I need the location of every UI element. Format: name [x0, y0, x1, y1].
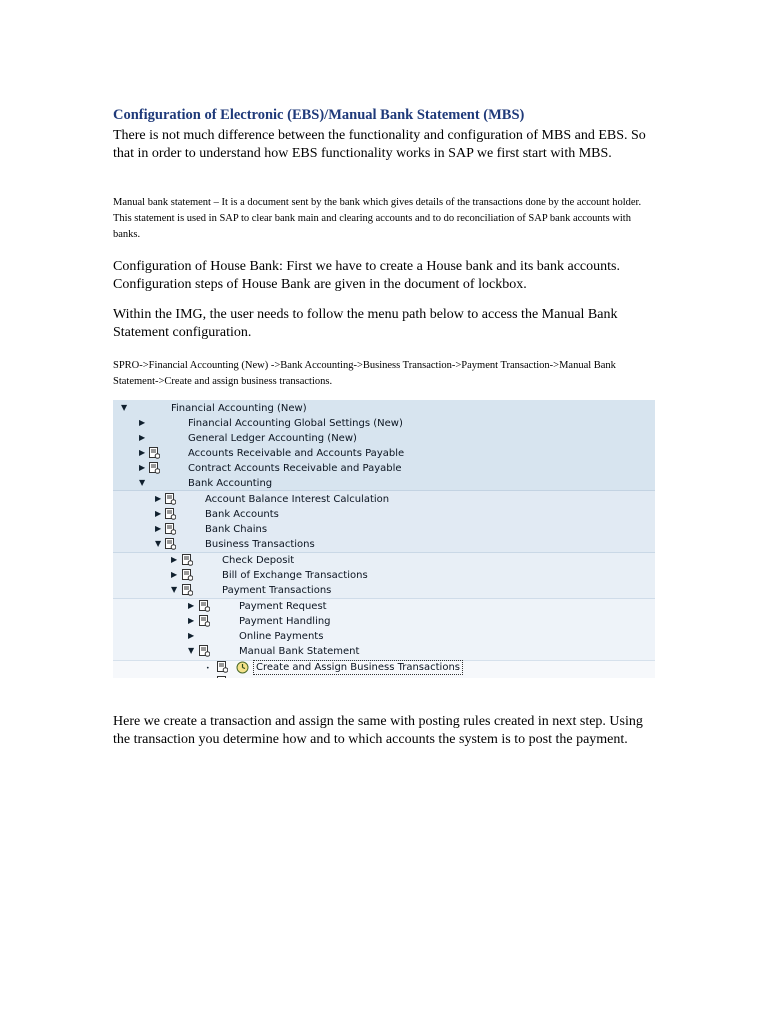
tree-node-bank-accounting[interactable]: ▼ Bank Accounting — [139, 478, 273, 489]
tree-node-payment-handling[interactable]: ▶ Payment Handling — [188, 616, 331, 627]
document-clock-icon — [182, 569, 193, 581]
tree-node-manual-bank-statement[interactable]: ▼ Manual Bank Statement — [188, 646, 360, 657]
expanded-arrow-icon[interactable]: ▼ — [155, 539, 162, 548]
tree-node-bill-of-exchange[interactable]: ▶ Bill of Exchange Transactions — [171, 570, 368, 581]
tree-node-financial-accounting[interactable]: ▼ Financial Accounting (New) — [121, 403, 307, 414]
img-tree-screenshot — [113, 400, 655, 678]
document-clock-icon — [199, 615, 210, 627]
tree-node-payment-transactions[interactable]: ▼ Payment Transactions — [171, 585, 332, 596]
img-path-paragraph: Within the IMG, the user needs to follow the menu path below to access the Manual Bank Statement configuration. — [113, 307, 618, 340]
document-clock-icon — [199, 600, 210, 612]
document-clock-icon — [165, 493, 176, 505]
collapsed-arrow-icon[interactable]: ▶ — [139, 433, 146, 442]
collapsed-arrow-icon[interactable]: ▶ — [171, 555, 178, 564]
tree-node-payment-request[interactable]: ▶ Payment Request — [188, 601, 327, 612]
menu-path-paragraph: SPRO->Financial Accounting (New) ->Bank Accounting->Business Transaction->Payment Transaction->Manual Bank Statement->Create and assign business transactions. — [113, 360, 616, 387]
expanded-arrow-icon[interactable]: ▼ — [171, 585, 178, 594]
expanded-arrow-icon[interactable]: ▼ — [121, 403, 128, 412]
tree-node-general-ledger[interactable]: ▶ General Ledger Accounting (New) — [139, 433, 357, 444]
tree-node-bank-accounts[interactable]: ▶ Bank Accounts — [155, 509, 279, 520]
document-clock-icon — [165, 523, 176, 535]
tree-node-contract-accounts[interactable]: ▶ Contract Accounts Receivable and Payable — [139, 463, 402, 474]
collapsed-arrow-icon[interactable]: ▶ — [188, 601, 195, 610]
tree-node-interest-calculation[interactable]: ▶ Account Balance Interest Calculation — [155, 494, 390, 505]
collapsed-arrow-icon[interactable]: ▶ — [188, 616, 195, 625]
leaf-dot-icon: • — [206, 665, 210, 672]
tree-node-create-assign-business-transactions[interactable]: • Create and Assign Business Transactions — [113, 660, 655, 675]
collapsed-arrow-icon[interactable]: ▶ — [155, 509, 162, 518]
document-clock-icon — [165, 508, 176, 520]
tree-node-global-settings[interactable]: ▶ Financial Accounting Global Settings (New) — [139, 418, 403, 429]
document-clock-icon — [149, 447, 160, 459]
tree-node-ar-ap[interactable]: ▶ Accounts Receivable and Accounts Payable — [139, 448, 405, 459]
definition-paragraph: Manual bank statement – It is a document sent by the bank which gives details of the transactions done by the account holder. This statement is used in SAP to clear bank main and clearing accounts and to do reconciliation of SAP bank accounts with banks. — [113, 197, 642, 240]
collapsed-arrow-icon[interactable]: ▶ — [139, 418, 146, 427]
tree-node-partial — [113, 675, 655, 678]
collapsed-arrow-icon[interactable]: ▶ — [171, 570, 178, 579]
intro-paragraph: There is not much difference between the functionality and configuration of MBS and EBS. So that in order to understand how EBS functionality works in SAP we first start with MBS. — [113, 128, 646, 161]
collapsed-arrow-icon[interactable]: ▶ — [155, 524, 162, 533]
tree-node-business-transactions[interactable]: ▼ Business Transactions — [155, 539, 315, 550]
tree-node-online-payments[interactable]: ▶ Online Payments — [188, 631, 324, 642]
document-clock-icon — [199, 645, 210, 657]
collapsed-arrow-icon[interactable]: ▶ — [139, 463, 146, 472]
expanded-arrow-icon[interactable]: ▼ — [139, 478, 146, 487]
document-clock-icon — [217, 661, 228, 673]
closing-paragraph: Here we create a transaction and assign the same with posting rules created in next step. Using the transaction you determine how and to which accounts the system is to post the payment. — [113, 714, 643, 747]
house-bank-paragraph: Configuration of House Bank: First we have to create a House bank and its bank accounts. Configuration steps of House Bank are given in the document of lockbox. — [113, 259, 620, 292]
collapsed-arrow-icon[interactable]: ▶ — [139, 448, 146, 457]
tree-node-bank-chains[interactable]: ▶ Bank Chains — [155, 524, 268, 535]
document-clock-icon — [217, 676, 228, 678]
document-clock-icon — [182, 584, 193, 596]
execute-clock-icon[interactable] — [236, 661, 249, 674]
expanded-arrow-icon[interactable]: ▼ — [188, 646, 195, 655]
document-clock-icon — [182, 554, 193, 566]
tree-node-check-deposit[interactable]: ▶ Check Deposit — [171, 555, 295, 566]
collapsed-arrow-icon[interactable]: ▶ — [188, 631, 195, 640]
document-clock-icon — [165, 538, 176, 550]
collapsed-arrow-icon[interactable]: ▶ — [155, 494, 162, 503]
document-heading: Configuration of Electronic (EBS)/Manual Bank Statement (MBS) — [113, 107, 525, 123]
document-clock-icon — [149, 462, 160, 474]
